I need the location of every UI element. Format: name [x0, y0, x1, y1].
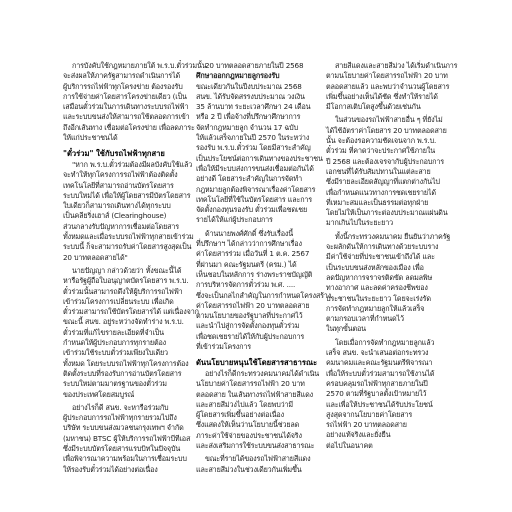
- text-line: ซึ่งมีรายละเอียดสัญญาที่แตกต่างกันไป: [326, 177, 440, 187]
- text-line: จัดทำกฎหมายลูก จำนวน 17 ฉบับ: [196, 122, 298, 132]
- text-line: ที่เข้าร่วมโครงการ: [196, 342, 251, 352]
- text-line: ตามนโยบายค่าโดยสารรถไฟฟ้า 20 บาท: [326, 71, 448, 81]
- text-line: ได้ใช้อัตราค่าโดยสาร 20 บาทตลอดสาย: [326, 125, 447, 135]
- col2-heading: ดันนโยบายหนุนใช้โดยสารสาธารณะ: [196, 358, 318, 368]
- text-line: ระบบใหม่ได้ เพื่อให้ผู้โดยสารมีบัตรโดยสาร: [63, 190, 191, 200]
- text-line: ผู้บริการรถไฟฟ้าทุกโครงข่าย ต้องรองรับ: [63, 81, 183, 91]
- text-line: ทั้งหมด โดยระบบรถไฟฟ้าทุกโครงการต้อง: [63, 358, 189, 368]
- col3-para-4: [326, 338, 445, 451]
- text-line: และสายสีม่วงไปแล้ว โดยพบว่ามี: [196, 399, 293, 409]
- col2-para-2: [196, 228, 332, 353]
- text-line: รองรับ พ.ร.บ.ตั๋วร่วม โดยมีสาระสำคัญ: [196, 143, 311, 153]
- text-line: สายสีแดงและสายสีม่วง ได้เริ่มดำเนินการ: [335, 61, 458, 70]
- text-line: ตั๋วร่วมที่แก้ไขรายละเอียดที่จำเป็น: [63, 327, 164, 337]
- text-line: ให้แก่ประชาชนได้: [63, 133, 118, 143]
- text-line: ตลอดสายแล้ว และพบว่าจำนวนผู้โดยสาร: [326, 81, 450, 91]
- text-line: บริษัท ระบบขนส่งมวลชนกรุงเทพฯ จำกัด: [63, 423, 184, 433]
- text-line: ผู้โดยสารเพิ่มขึ้นอย่างต่อเนื่อง: [196, 410, 284, 420]
- text-line: ขณะที่รายได้ของรถไฟฟ้าสายสีแดง: [205, 454, 311, 464]
- text-line: ซึ่งจะเป็นกลไกสำคัญในการกำหนดโครงสร้าง: [196, 290, 332, 300]
- text-line: ศึกษาออกกฎหมายลูกรองรับ: [196, 71, 280, 81]
- text-line: ในทุกขั้นตอน: [326, 324, 366, 334]
- text-line: เทคโนโลยีที่สามารถอ่านบัตรโดยสาร: [63, 180, 174, 190]
- text-line: "หาก พ.ร.บ.ตั๋วร่วมต้องมีผลบังคับใช้แล้ว: [72, 159, 193, 169]
- text-line: ขณะเดียวกันในปีงบประมาณ 2568: [196, 81, 302, 91]
- text-line: ผู้ประกอบการรถไฟฟ้าทุกรายรวมไปถึง: [63, 413, 177, 423]
- text-line: ค่าโดยสารร่วม เมื่อวันที่ 1 ต.ค. 2567: [196, 249, 310, 259]
- text-line: รายได้ให้แก่ผู้ประกอบการ: [196, 215, 273, 225]
- column-3: [326, 0, 458, 451]
- text-line: และส่งเสริมการใช้ระบบขนส่งสาธารณะ: [196, 440, 315, 450]
- text-line: การใช้จ่ายค่าโดยสารโครงข่ายเดียว (เป็น: [63, 91, 187, 101]
- text-line: เห็นชอบในหลักการ ร่างพระราชบัญญัติ: [196, 269, 313, 279]
- col3-para-3: [326, 231, 451, 335]
- text-line: เพิ่มขึ้นอย่างเห็นได้ชัด ซึ่งทำให้รายได้: [326, 91, 438, 101]
- text-line: ต่อไปในอนาคต: [326, 440, 373, 450]
- text-line: 35 ล้านบาท ระยะเวลาศึกษา 24 เดือน: [196, 102, 311, 112]
- col2-para-3: [196, 368, 320, 451]
- text-line: โดยเมื่อการจัดทำกฎหมายลูกแล้ว: [335, 337, 435, 347]
- text-line: โดยไม่ให้เป็นภาระต่องบประมาณแผ่นดิน: [326, 208, 448, 218]
- text-line: ถึงอีกเส้นทาง เชื่อมต่อโครงข่าย เพื่อลดภาระ: [63, 122, 195, 132]
- text-line: กำหนดให้ผู้ประกอบการทุกรายต้อง: [63, 338, 167, 348]
- text-line: ที่ผ่านมา คณะรัฐมนตรี (ครม.) ได้: [196, 259, 297, 269]
- text-line: ซึ่งมีระบบบัตรโดยสารแรบบิทในปัจจุบัน: [63, 443, 181, 453]
- text-line: ทางอากาศ และลดค่าครองชีพของ: [326, 283, 428, 293]
- col1-para-2: [63, 159, 194, 263]
- text-line: เสมือนตั๋วร่วมในการเดินทางระบบรถไฟฟ้า: [63, 102, 189, 112]
- text-line: มากเกินไปในระยะยาว: [326, 218, 393, 228]
- text-line: คมนาคมและคณะรัฐมนตรีพิจารณา: [326, 358, 433, 368]
- col1-para-4: [63, 402, 191, 475]
- text-line: มีค่าใช้จ่ายที่ประชาชนเข้าถึงได้ และ: [326, 252, 435, 262]
- text-line: เพื่อชดเชยรายได้ให้กับผู้ประกอบการ: [196, 331, 305, 341]
- text-line: ทั้งนี้กระทรวงคมนาคม ยืนยันว่าภาครัฐ: [335, 231, 451, 241]
- text-line: ส่วนกลางรับปัญหาการเชื่อมต่อโดยสาร: [63, 221, 179, 231]
- text-line: ทั้งหมดและเมื่อระบบรถไฟฟ้าทุกสายเข้าร่วม: [63, 232, 194, 242]
- text-line: และสายสีม่วงในช่วงเดียวกันเพิ่มขึ้น: [196, 464, 302, 474]
- col2-para-4: [196, 454, 315, 475]
- text-line: ประชาชนในระยะยาว โดยจะเร่งรัด: [326, 293, 431, 303]
- text-line: ให้แล้วเสร็จภายในปี 2570 ในระหว่าง: [196, 133, 310, 143]
- text-line: 2570 ตามที่รัฐบาลตั้งเป้าหมายไว้: [326, 389, 427, 399]
- text-line: จะทำให้ทุกโครงการรถไฟฟ้าต้องติดตั้ง: [63, 170, 178, 180]
- text-line: ตลอดสาย ในเส้นทางรถไฟฟ้าสายสีแดง: [196, 389, 313, 399]
- text-line: กฎหมายลูกต้องพิจารณาเรื่องค่าโดยสาร: [196, 184, 316, 194]
- text-line: ใบเดียวก็สามารถเดินทางได้ทุกระบบ: [63, 201, 171, 211]
- text-line: ปี 2568 และต้องเจรจากับผู้ประกอบการ: [326, 156, 444, 166]
- text-line: การจัดทำกฎหมายลูกให้แล้วเสร็จ: [326, 303, 425, 313]
- col1-para-1: [63, 61, 207, 143]
- text-line: สนข. ได้รับจัดสรรงบประมาณ วงเงิน: [196, 91, 305, 101]
- text-line: ซึ่งแสดงให้เห็นว่านโยบายนี้ช่วยลด: [196, 420, 300, 430]
- text-line: ที่ปรึกษาฯ ได้กล่าวว่าการศึกษาเรื่อง: [196, 239, 302, 249]
- col1-heading: "ตั๋วร่วม" ใช้กับรถไฟฟ้าทุกสาย: [63, 149, 165, 159]
- text-line: เทคโนโลยีที่ใช้ในบัตรโดยสาร และการ: [196, 194, 312, 204]
- text-line: นั้น จะต้องรอความชัดเจนจาก พ.ร.บ.: [326, 136, 437, 146]
- text-line: จัดตั้งกองทุนรองรับ ตั๋วร่วมเพื่อชดเชย: [196, 205, 308, 215]
- text-line: ตั๋วร่วมสามารถใช้บัตรโดยสารได้ แต่เนื่องจาก: [63, 307, 199, 317]
- text-line: ติดตั้งระบบที่รองรับการอ่านบัตรโดยสาร: [63, 368, 182, 378]
- text-line: อย่างไรก็ดี สนข. จะหารือร่วมกับ: [72, 402, 169, 412]
- text-line: ตั๋วร่วมนั้นสามารถดึงให้ผู้บริการรถไฟฟ้า: [63, 286, 183, 296]
- text-line: ระบบใหม่ตามมาตรฐานของตั๋วร่วม: [63, 379, 167, 389]
- text-line: เป็นประโยชน์ต่อการเดินทางของประชาชน: [196, 153, 323, 163]
- text-line: เข้าร่วมโครงการเปลี่ยนระบบ เพื่อเกิด: [63, 296, 174, 306]
- text-line: ที่เหมาะสมและเป็นธรรมต่อทุกฝ่าย: [326, 197, 429, 207]
- text-line: ตามกรอบเวลาที่กำหนดไว้: [326, 314, 404, 324]
- text-line: ลดปัญหาการจราจรติดขัด ลดมลพิษ: [326, 272, 433, 282]
- column-2: [196, 0, 332, 475]
- text-line: เป็นระบบขนส่งหลักของเมือง เพื่อ: [326, 262, 424, 272]
- text-line: เสร็จ สนข. จะนำเสนอต่อกระทรวง: [326, 348, 429, 358]
- text-line: นายปัญญา กล่าวด้วยว่า ทั้งขณะนี้ได้: [72, 265, 182, 275]
- text-line: และเพื่อให้ประชาชนได้รับประโยชน์: [326, 399, 433, 409]
- text-line: หรือ 2 ปี เพื่อจ้างที่ปรึกษาศึกษาการ: [196, 112, 301, 122]
- text-line: 20 บาทตลอดสายได้": [63, 252, 128, 262]
- text-line: การบังคับใช้กฎหมายภายใต้ พ.ร.บ.ตั๋วร่วมนั้น: [72, 61, 207, 70]
- text-line: เพื่อให้มีระบบส่งการขนส่งเชื่อมต่อกันได้: [196, 163, 314, 173]
- text-line: เพื่อพิจารณาความพร้อมในการเชื่อมระบบ: [63, 454, 187, 464]
- text-line: ภาระค่าใช้จ่ายของประชาชนได้จริง: [196, 430, 302, 440]
- text-line: เพื่อกำหนดแนวทางการชดเชยรายได้: [326, 187, 436, 197]
- text-line: จะผลักดันให้การเดินทางด้วยระบบราง: [326, 242, 439, 252]
- text-line: และระบบขนส่งให้สามารถใช้ตลอดการเข้า: [63, 112, 190, 122]
- text-line: อย่างดี โดยสาระสำคัญในการจัดทำ: [196, 174, 302, 184]
- text-line: 20 บาทตลอดสายภายในปี 2568: [205, 61, 304, 70]
- text-line: เข้าร่วมใช้ระบบตั๋วร่วมเพียงใบเดียว: [63, 348, 168, 358]
- text-line: เอกชนที่ได้รับสัมปทานในแต่ละสาย: [326, 166, 431, 176]
- col3-para-2: [326, 115, 448, 228]
- column-1: [63, 0, 207, 475]
- text-line: เป็นคลียริ่งเฮาส์ (Clearinghouse): [63, 211, 167, 221]
- text-line: (มหาชน) BTSC ผู้ให้บริการรถไฟฟ้าบีทีเอส: [63, 433, 191, 443]
- text-line: หารือรัฐผู้ถือใบอนุญาตบัตรโดยสาร พ.ร.บ.: [63, 276, 189, 286]
- text-line: ครอบคลุมรถไฟฟ้าทุกสายภายในปี: [326, 378, 428, 388]
- text-line: อย่างแท้จริงและยั่งยืน: [326, 430, 391, 440]
- text-line: ตั๋วร่วม ที่คาดว่าจะประกาศใช้ภายใน: [326, 146, 435, 156]
- text-line: ในส่วนของรถไฟฟ้าสายอื่น ๆ ที่ยังไม่: [335, 115, 443, 125]
- col3-para-1: [326, 61, 458, 112]
- col1-para-3: [63, 265, 199, 400]
- text-line: ด้านนายพงศ์ศักดิ์ ซึ่งรับเรื่องนี้: [205, 228, 294, 238]
- text-line: รถไฟฟ้า 20 บาทตลอดสาย: [326, 420, 407, 430]
- text-line: จะส่งผลให้ภาครัฐสามารถดำเนินการได้: [63, 71, 180, 81]
- text-line: ให้รองรับตั๋วร่วมได้อย่างต่อเนื่อง: [63, 464, 158, 474]
- text-line: ตามนโยบายของรัฐบาลที่ประกาศไว้: [196, 311, 303, 321]
- text-line: ค่าโดยสารรถไฟฟ้า 20 บาทตลอดสาย: [196, 300, 310, 310]
- text-line: สูงสุดจากนโยบายค่าโดยสาร: [326, 409, 413, 419]
- text-line: ขณะนี้ สนข. อยู่ระหว่างจัดทำร่าง พ.ร.บ.: [63, 317, 184, 327]
- text-line: ของประเทศโดยสมบูรณ์: [63, 389, 135, 399]
- text-line: นโยบายค่าโดยสารรถไฟฟ้า 20 บาท: [196, 379, 305, 389]
- col2-para-1: [196, 61, 323, 226]
- text-line: และนำไปสู่การจัดตั้งกองทุนตั๋วร่วม: [196, 321, 300, 331]
- text-line: อย่างไรก็ดีกระทรวงคมนาคมได้ดำเนิน: [205, 368, 320, 378]
- text-line: ระบบนี้ ก็จะสามารถรับค่าโดยสารสูงสุดเป็น: [63, 242, 192, 252]
- text-line: เพื่อให้ระบบตั๋วร่วมสามารถใช้งานได้: [326, 368, 435, 378]
- text-line: มีโอกาสเติบโตสูงขึ้นด้วยเช่นกัน: [326, 102, 421, 112]
- text-line: การบริหารจัดการตั๋วร่วม พ.ศ. ....: [196, 280, 296, 290]
